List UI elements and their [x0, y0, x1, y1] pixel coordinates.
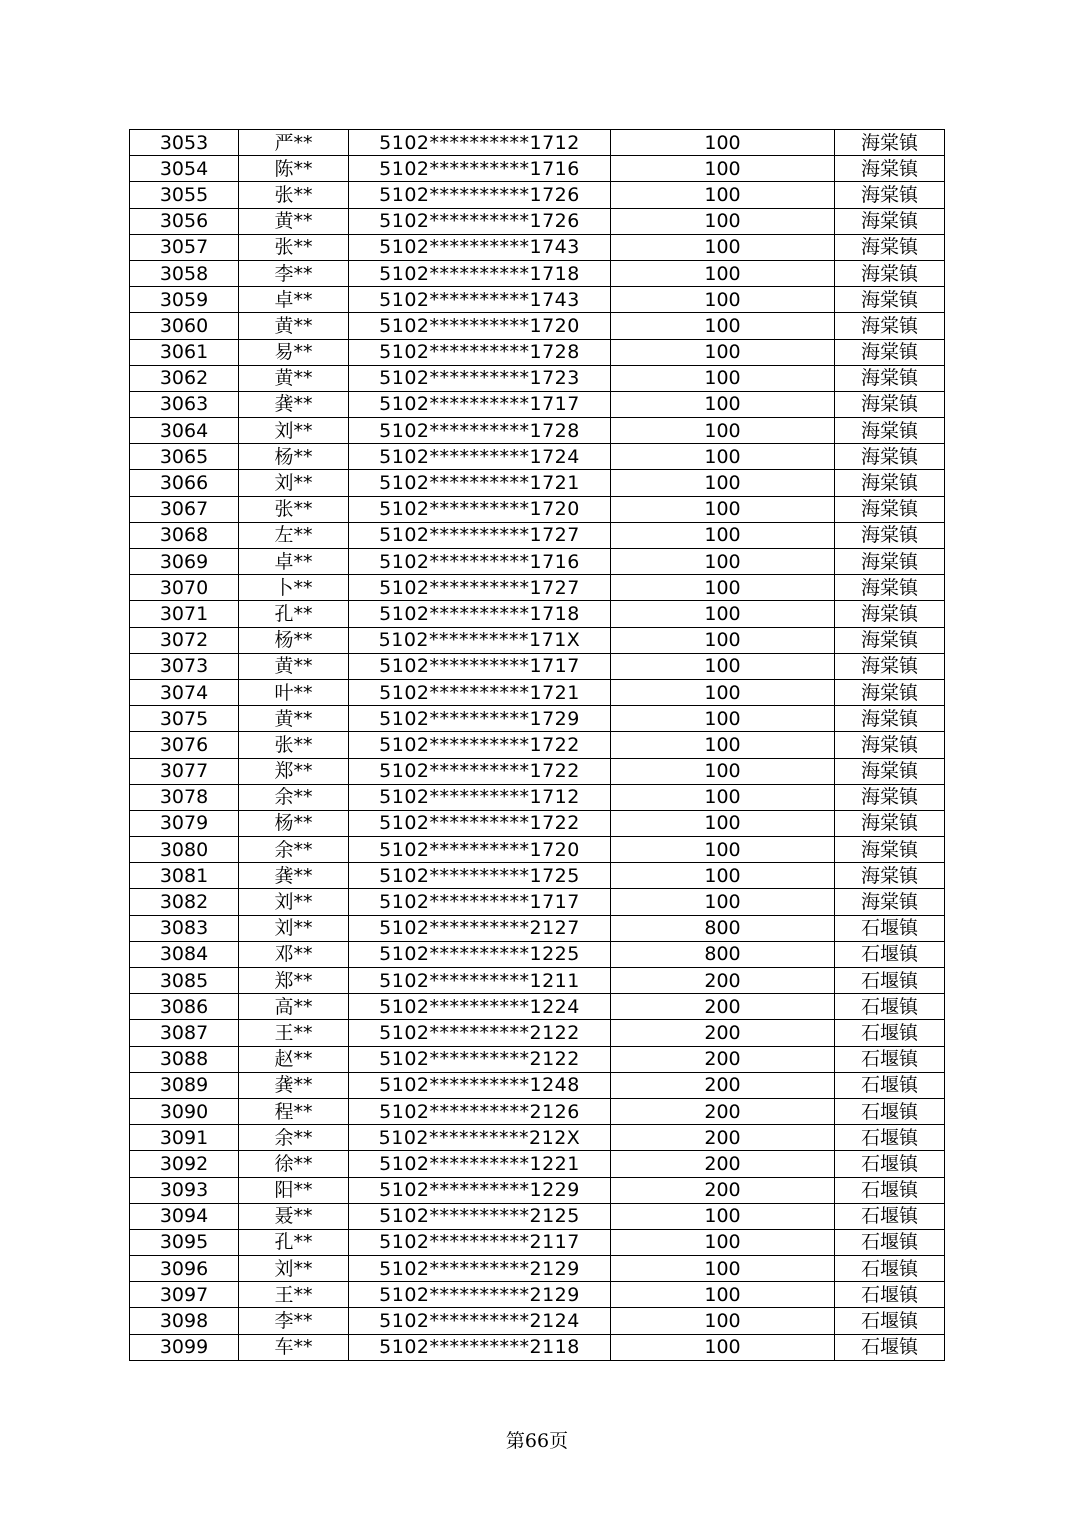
name-cell: 车**	[239, 1334, 349, 1360]
id-number-cell: 5102**********212X	[349, 1125, 611, 1151]
id-number-cell: 5102**********1743	[349, 287, 611, 313]
row-number-cell: 3062	[130, 365, 239, 391]
name-cell: 张**	[239, 496, 349, 522]
town-cell: 石堰镇	[835, 1308, 945, 1334]
id-number-cell: 5102**********2129	[349, 1256, 611, 1282]
town-cell: 海棠镇	[835, 496, 945, 522]
amount-cell: 100	[611, 1256, 835, 1282]
town-cell: 海棠镇	[835, 810, 945, 836]
town-cell: 石堰镇	[835, 1203, 945, 1229]
id-number-cell: 5102**********1225	[349, 941, 611, 967]
name-cell: 高**	[239, 994, 349, 1020]
town-cell: 海棠镇	[835, 889, 945, 915]
name-cell: 刘**	[239, 1256, 349, 1282]
amount-cell: 200	[611, 1020, 835, 1046]
row-number-cell: 3074	[130, 679, 239, 705]
row-number-cell: 3068	[130, 522, 239, 548]
name-cell: 聂**	[239, 1203, 349, 1229]
row-number-cell: 3066	[130, 470, 239, 496]
town-cell: 石堰镇	[835, 1256, 945, 1282]
town-cell: 海棠镇	[835, 758, 945, 784]
id-number-cell: 5102**********1712	[349, 130, 611, 156]
name-cell: 余**	[239, 784, 349, 810]
row-number-cell: 3099	[130, 1334, 239, 1360]
table-row	[130, 863, 945, 889]
row-number-cell: 3061	[130, 339, 239, 365]
id-number-cell: 5102**********2122	[349, 1046, 611, 1072]
id-number-cell: 5102**********2122	[349, 1020, 611, 1046]
town-cell: 海棠镇	[835, 365, 945, 391]
id-number-cell: 5102**********2118	[349, 1334, 611, 1360]
town-cell: 海棠镇	[835, 339, 945, 365]
table-row	[130, 941, 945, 967]
name-cell: 杨**	[239, 627, 349, 653]
amount-cell: 100	[611, 339, 835, 365]
table-row	[130, 732, 945, 758]
town-cell: 石堰镇	[835, 1072, 945, 1098]
id-number-cell: 5102**********2127	[349, 915, 611, 941]
row-number-cell: 3094	[130, 1203, 239, 1229]
amount-cell: 100	[611, 758, 835, 784]
row-number-cell: 3091	[130, 1125, 239, 1151]
name-cell: 陈**	[239, 156, 349, 182]
amount-cell: 100	[611, 810, 835, 836]
row-number-cell: 3081	[130, 863, 239, 889]
amount-cell: 800	[611, 915, 835, 941]
amount-cell: 100	[611, 313, 835, 339]
table-row	[130, 994, 945, 1020]
id-number-cell: 5102**********1718	[349, 260, 611, 286]
table-row	[130, 313, 945, 339]
id-number-cell: 5102**********1716	[349, 549, 611, 575]
id-number-cell: 5102**********171X	[349, 627, 611, 653]
town-cell: 石堰镇	[835, 1020, 945, 1046]
town-cell: 海棠镇	[835, 732, 945, 758]
row-number-cell: 3078	[130, 784, 239, 810]
id-number-cell: 5102**********1743	[349, 234, 611, 260]
amount-cell: 100	[611, 601, 835, 627]
town-cell: 石堰镇	[835, 1177, 945, 1203]
table-row	[130, 1256, 945, 1282]
town-cell: 海棠镇	[835, 706, 945, 732]
table-row	[130, 679, 945, 705]
id-number-cell: 5102**********1721	[349, 470, 611, 496]
amount-cell: 200	[611, 1125, 835, 1151]
id-number-cell: 5102**********1722	[349, 732, 611, 758]
amount-cell: 100	[611, 1334, 835, 1360]
row-number-cell: 3083	[130, 915, 239, 941]
row-number-cell: 3097	[130, 1282, 239, 1308]
table-row	[130, 1229, 945, 1255]
row-number-cell: 3085	[130, 968, 239, 994]
row-number-cell: 3093	[130, 1177, 239, 1203]
row-number-cell: 3055	[130, 182, 239, 208]
table-row	[130, 444, 945, 470]
row-number-cell: 3060	[130, 313, 239, 339]
id-number-cell: 5102**********1727	[349, 575, 611, 601]
amount-cell: 100	[611, 470, 835, 496]
name-cell: 黄**	[239, 653, 349, 679]
id-number-cell: 5102**********1720	[349, 837, 611, 863]
town-cell: 海棠镇	[835, 575, 945, 601]
town-cell: 石堰镇	[835, 1125, 945, 1151]
id-number-cell: 5102**********1724	[349, 444, 611, 470]
town-cell: 海棠镇	[835, 653, 945, 679]
name-cell: 余**	[239, 837, 349, 863]
id-number-cell: 5102**********1725	[349, 863, 611, 889]
amount-cell: 100	[611, 653, 835, 679]
town-cell: 海棠镇	[835, 260, 945, 286]
town-cell: 海棠镇	[835, 156, 945, 182]
town-cell: 石堰镇	[835, 994, 945, 1020]
row-number-cell: 3070	[130, 575, 239, 601]
row-number-cell: 3077	[130, 758, 239, 784]
town-cell: 海棠镇	[835, 391, 945, 417]
row-number-cell: 3053	[130, 130, 239, 156]
town-cell: 海棠镇	[835, 182, 945, 208]
amount-cell: 100	[611, 732, 835, 758]
row-number-cell: 3069	[130, 549, 239, 575]
amount-cell: 100	[611, 784, 835, 810]
id-number-cell: 5102**********1717	[349, 653, 611, 679]
row-number-cell: 3079	[130, 810, 239, 836]
row-number-cell: 3088	[130, 1046, 239, 1072]
table-row	[130, 968, 945, 994]
table-row	[130, 549, 945, 575]
row-number-cell: 3057	[130, 234, 239, 260]
table-row	[130, 496, 945, 522]
amount-cell: 200	[611, 1046, 835, 1072]
amount-cell: 100	[611, 182, 835, 208]
id-number-cell: 5102**********1727	[349, 522, 611, 548]
table-row	[130, 391, 945, 417]
amount-cell: 200	[611, 1151, 835, 1177]
table-row	[130, 1020, 945, 1046]
name-cell: 龚**	[239, 1072, 349, 1098]
id-number-cell: 5102**********1722	[349, 758, 611, 784]
amount-cell: 100	[611, 1308, 835, 1334]
table-row	[130, 627, 945, 653]
amount-cell: 100	[611, 418, 835, 444]
id-number-cell: 5102**********2129	[349, 1282, 611, 1308]
amount-cell: 200	[611, 994, 835, 1020]
amount-cell: 100	[611, 391, 835, 417]
row-number-cell: 3090	[130, 1098, 239, 1124]
name-cell: 龚**	[239, 391, 349, 417]
id-number-cell: 5102**********1723	[349, 365, 611, 391]
table-row	[130, 758, 945, 784]
name-cell: 卓**	[239, 549, 349, 575]
table-row	[130, 1203, 945, 1229]
name-cell: 张**	[239, 234, 349, 260]
table-row	[130, 1098, 945, 1124]
name-cell: 黄**	[239, 313, 349, 339]
name-cell: 左**	[239, 522, 349, 548]
town-cell: 海棠镇	[835, 444, 945, 470]
name-cell: 郑**	[239, 968, 349, 994]
name-cell: 黄**	[239, 208, 349, 234]
id-number-cell: 5102**********2124	[349, 1308, 611, 1334]
table-row	[130, 208, 945, 234]
town-cell: 海棠镇	[835, 208, 945, 234]
amount-cell: 100	[611, 287, 835, 313]
id-number-cell: 5102**********1224	[349, 994, 611, 1020]
name-cell: 黄**	[239, 365, 349, 391]
town-cell: 石堰镇	[835, 915, 945, 941]
town-cell: 海棠镇	[835, 130, 945, 156]
town-cell: 海棠镇	[835, 784, 945, 810]
table-row	[130, 156, 945, 182]
town-cell: 石堰镇	[835, 1151, 945, 1177]
id-number-cell: 5102**********1728	[349, 339, 611, 365]
amount-cell: 100	[611, 549, 835, 575]
table-row	[130, 470, 945, 496]
name-cell: 刘**	[239, 418, 349, 444]
amount-cell: 100	[611, 234, 835, 260]
name-cell: 孔**	[239, 1229, 349, 1255]
name-cell: 程**	[239, 1098, 349, 1124]
town-cell: 海棠镇	[835, 470, 945, 496]
row-number-cell: 3092	[130, 1151, 239, 1177]
table-row	[130, 810, 945, 836]
amount-cell: 100	[611, 260, 835, 286]
table-row	[130, 339, 945, 365]
amount-cell: 200	[611, 968, 835, 994]
town-cell: 海棠镇	[835, 601, 945, 627]
id-number-cell: 5102**********1717	[349, 391, 611, 417]
table-row	[130, 260, 945, 286]
id-number-cell: 5102**********1729	[349, 706, 611, 732]
name-cell: 赵**	[239, 1046, 349, 1072]
amount-cell: 100	[611, 863, 835, 889]
id-number-cell: 5102**********1728	[349, 418, 611, 444]
table-row	[130, 784, 945, 810]
name-cell: 徐**	[239, 1151, 349, 1177]
table-row	[130, 1072, 945, 1098]
table-row	[130, 234, 945, 260]
id-number-cell: 5102**********1717	[349, 889, 611, 915]
table-row	[130, 182, 945, 208]
id-number-cell: 5102**********1721	[349, 679, 611, 705]
name-cell: 张**	[239, 182, 349, 208]
amount-cell: 800	[611, 941, 835, 967]
table-row	[130, 1125, 945, 1151]
table-row	[130, 522, 945, 548]
id-number-cell: 5102**********1722	[349, 810, 611, 836]
row-number-cell: 3080	[130, 837, 239, 863]
amount-cell: 100	[611, 627, 835, 653]
town-cell: 石堰镇	[835, 1046, 945, 1072]
row-number-cell: 3089	[130, 1072, 239, 1098]
name-cell: 龚**	[239, 863, 349, 889]
town-cell: 海棠镇	[835, 679, 945, 705]
table-row	[130, 706, 945, 732]
id-number-cell: 5102**********1211	[349, 968, 611, 994]
name-cell: 李**	[239, 260, 349, 286]
row-number-cell: 3096	[130, 1256, 239, 1282]
row-number-cell: 3087	[130, 1020, 239, 1046]
town-cell: 海棠镇	[835, 418, 945, 444]
town-cell: 石堰镇	[835, 1229, 945, 1255]
town-cell: 石堰镇	[835, 1334, 945, 1360]
town-cell: 海棠镇	[835, 313, 945, 339]
table-row	[130, 1046, 945, 1072]
row-number-cell: 3054	[130, 156, 239, 182]
name-cell: 张**	[239, 732, 349, 758]
id-number-cell: 5102**********1720	[349, 313, 611, 339]
amount-cell: 100	[611, 837, 835, 863]
amount-cell: 100	[611, 365, 835, 391]
amount-cell: 100	[611, 522, 835, 548]
table-row	[130, 365, 945, 391]
name-cell: 杨**	[239, 444, 349, 470]
table-row	[130, 130, 945, 156]
town-cell: 海棠镇	[835, 627, 945, 653]
row-number-cell: 3095	[130, 1229, 239, 1255]
town-cell: 海棠镇	[835, 837, 945, 863]
amount-cell: 100	[611, 1282, 835, 1308]
amount-cell: 100	[611, 1203, 835, 1229]
amount-cell: 100	[611, 889, 835, 915]
id-number-cell: 5102**********2126	[349, 1098, 611, 1124]
table-row	[130, 837, 945, 863]
town-cell: 海棠镇	[835, 234, 945, 260]
amount-cell: 100	[611, 130, 835, 156]
amount-cell: 100	[611, 1229, 835, 1255]
row-number-cell: 3065	[130, 444, 239, 470]
name-cell: 阳**	[239, 1177, 349, 1203]
id-number-cell: 5102**********1720	[349, 496, 611, 522]
name-cell: 邓**	[239, 941, 349, 967]
amount-cell: 100	[611, 496, 835, 522]
row-number-cell: 3073	[130, 653, 239, 679]
town-cell: 海棠镇	[835, 287, 945, 313]
page-number: 第66页	[505, 1430, 569, 1452]
amount-cell: 100	[611, 156, 835, 182]
id-number-cell: 5102**********2117	[349, 1229, 611, 1255]
table-row	[130, 889, 945, 915]
id-number-cell: 5102**********1726	[349, 182, 611, 208]
amount-cell: 100	[611, 679, 835, 705]
name-cell: 刘**	[239, 470, 349, 496]
id-number-cell: 5102**********1716	[349, 156, 611, 182]
town-cell: 海棠镇	[835, 863, 945, 889]
table-row	[130, 1282, 945, 1308]
row-number-cell: 3063	[130, 391, 239, 417]
name-cell: 易**	[239, 339, 349, 365]
row-number-cell: 3064	[130, 418, 239, 444]
row-number-cell: 3058	[130, 260, 239, 286]
table-row	[130, 915, 945, 941]
records-table-body	[130, 130, 945, 1361]
town-cell: 石堰镇	[835, 1282, 945, 1308]
table-row	[130, 1151, 945, 1177]
amount-cell: 200	[611, 1098, 835, 1124]
town-cell: 海棠镇	[835, 549, 945, 575]
id-number-cell: 5102**********1718	[349, 601, 611, 627]
name-cell: 孔**	[239, 601, 349, 627]
amount-cell: 100	[611, 575, 835, 601]
row-number-cell: 3076	[130, 732, 239, 758]
name-cell: 卜**	[239, 575, 349, 601]
name-cell: 余**	[239, 1125, 349, 1151]
town-cell: 石堰镇	[835, 1098, 945, 1124]
amount-cell: 100	[611, 444, 835, 470]
row-number-cell: 3098	[130, 1308, 239, 1334]
name-cell: 郑**	[239, 758, 349, 784]
row-number-cell: 3059	[130, 287, 239, 313]
name-cell: 刘**	[239, 889, 349, 915]
name-cell: 王**	[239, 1020, 349, 1046]
name-cell: 王**	[239, 1282, 349, 1308]
table-row	[130, 418, 945, 444]
row-number-cell: 3075	[130, 706, 239, 732]
records-table	[129, 129, 945, 1361]
id-number-cell: 5102**********1221	[349, 1151, 611, 1177]
id-number-cell: 5102**********1726	[349, 208, 611, 234]
table-row	[130, 575, 945, 601]
amount-cell: 200	[611, 1072, 835, 1098]
name-cell: 刘**	[239, 915, 349, 941]
name-cell: 严**	[239, 130, 349, 156]
name-cell: 叶**	[239, 679, 349, 705]
row-number-cell: 3086	[130, 994, 239, 1020]
amount-cell: 100	[611, 208, 835, 234]
town-cell: 石堰镇	[835, 941, 945, 967]
town-cell: 海棠镇	[835, 522, 945, 548]
table-row	[130, 1308, 945, 1334]
id-number-cell: 5102**********1712	[349, 784, 611, 810]
row-number-cell: 3067	[130, 496, 239, 522]
row-number-cell: 3072	[130, 627, 239, 653]
table-row	[130, 601, 945, 627]
row-number-cell: 3071	[130, 601, 239, 627]
amount-cell: 200	[611, 1177, 835, 1203]
row-number-cell: 3056	[130, 208, 239, 234]
amount-cell: 100	[611, 706, 835, 732]
name-cell: 黄**	[239, 706, 349, 732]
id-number-cell: 5102**********1229	[349, 1177, 611, 1203]
name-cell: 卓**	[239, 287, 349, 313]
id-number-cell: 5102**********2125	[349, 1203, 611, 1229]
table-row	[130, 1177, 945, 1203]
id-number-cell: 5102**********1248	[349, 1072, 611, 1098]
table-row	[130, 1334, 945, 1360]
table-row	[130, 287, 945, 313]
name-cell: 杨**	[239, 810, 349, 836]
row-number-cell: 3082	[130, 889, 239, 915]
name-cell: 李**	[239, 1308, 349, 1334]
row-number-cell: 3084	[130, 941, 239, 967]
town-cell: 石堰镇	[835, 968, 945, 994]
table-row	[130, 653, 945, 679]
